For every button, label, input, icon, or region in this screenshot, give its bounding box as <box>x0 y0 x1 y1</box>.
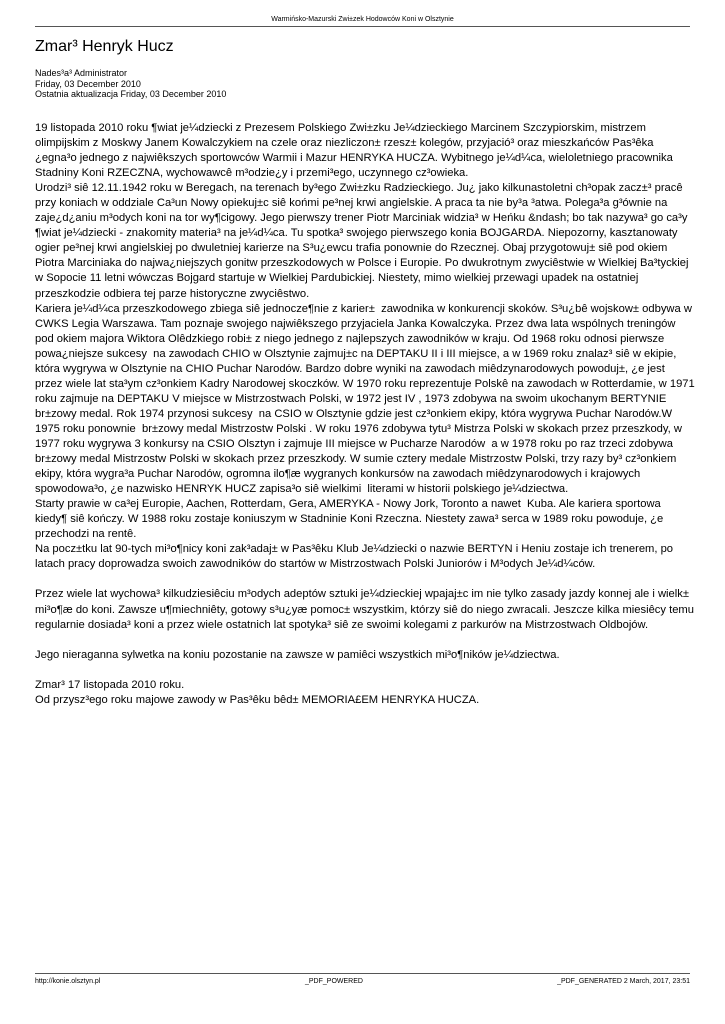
paragraph: 19 listopada 2010 roku ¶wiat je¼dziecki z Prezesem Polskiego Zwi±zku Je¼dzieckiego Marcinem Szczypiorskim, mistrzem olimpijskim z Moskwy Janem Kowalczykiem na czele oraz niezliczon± rzesz± kolegów, przyjació³ oraz mieszkańców Pas³êka ¿egna³o jednego z najwiêkszych sportowców Warmii i Mazur HENRYKA HUCZA. Wybitnego je¼d¼ca, wieloletniego pracownika Stadniny Koni RZECZNA, wychowawcê m³odzie¿y i przemi³ego, uczynnego cz³owieka. <box>35 122 676 180</box>
paragraph: Na pocz±tku lat 90-tych mi³o¶nicy koni zak³adaj± w Pas³êku Klub Je¼dziecki o nazwie BERTYN i Heniu zostaje ich trenerem, po latach pracy doprowadza swoich zawodników do startów w Mistrzostwach Polski Juniorów i M³odych Je¼d¼ców. <box>35 543 677 571</box>
paragraph: Od przysz³ego roku majowe zawody w Pas³êku bêd± MEMORIA£EM HENRYKA HUCZA. <box>35 693 480 706</box>
footer-generated: _PDF_GENERATED 2 March, 2017, 23:51 <box>557 978 690 985</box>
paragraph: Starty prawie w ca³ej Europie, Aachen, Rotterdam, Gera, AMERYKA - Nowy Jork, Toronto a nawet Kuba. Ale kariera sportowa kiedy¶ siê kończy. W 1988 roku zostaje koniuszym w Stadninie Koni Rzeczna. Niestety zawa³ serca w 1989 roku powoduje, ¿e przechodzi na rentê. <box>35 498 667 541</box>
header-divider <box>35 26 690 27</box>
paragraph: Przez wiele lat wychowa³ kilkudziesiêciu m³odych adeptów sztuki je¼dzieckiej wpajaj±c im nie tylko zasady jazdy konnej ale i wielk± mi³o¶æ do koni. Zawsze u¶miechniêty, gotowy s³u¿yæ pomoc± wszystkim, którzy siê do niego zwracali. Jeszcze kilka miesiêcy temu regularnie dosiada³ koni a przez wiele ostatnich lat spotyka³ siê ze swoimi kolegami z parkurów na Mistrzostwach Oldbojów. <box>35 588 698 631</box>
paragraph-spacer <box>35 572 695 587</box>
date-line: Friday, 03 December 2010 <box>35 78 141 89</box>
footer-url: http://konie.olsztyn.pl <box>35 978 101 985</box>
footer-powered: _PDF_POWERED <box>305 978 363 985</box>
author-line: Nades³a³ Administrator <box>35 68 128 78</box>
article-meta <box>35 68 226 100</box>
page-title: Zmar³ Henryk Hucz <box>35 38 174 55</box>
header-organization: Warmińsko-Mazurski Zwi±zek Hodowców Koni w Olsztynie <box>271 16 454 23</box>
paragraph-spacer <box>35 633 695 648</box>
updated-line: Ostatnia aktualizacja Friday, 03 December 2010 <box>35 89 227 99</box>
article-body <box>35 121 698 708</box>
paragraph-spacer <box>35 663 695 678</box>
paragraph: Kariera je¼d¼ca przeszkodowego zbiega siê jednocze¶nie z karier± zawodnika w konkurencji skoków. S³u¿bê wojskow± odbywa w CWKS Legia Warszawa. Tam poznaje swojego najwiêkszego przyjaciela Janka Kowalczyka. Przez dwa lata wspólnych treningów pod okiem majora Wiktora Olêdzkiego robi± z niego jednego z najlepszych zawodników w kraju. Od 1968 roku odnosi pierwsze powa¿niejsze sukcesy na zawodach CHIO w Olsztynie zajmuj±c na DEPTAKU II i III miejsce, a w 1969 roku znalaz³ siê w ekipie, która wygrywa w Olsztynie na CHIO Puchar Narodów. Bardzo dobre wyniki na zawodach miêdzynarodowych powoduj±, ¿e jest przez wiele lat sta³ym cz³onkiem Kadry Narodowej skoczków. W 1970 roku reprezentuje Polskê na zawodach w Rotterdamie, w 1971 roku zajmuje na DEPTAKU V miejsce w Mistrzostwach Polski, w 1972 jest IV , 1973 zdobywa na swoim ukochanym BERTYNIE br±zowy medal. Rok 1974 przynosi sukcesy na CSIO w Olsztynie gdzie jest cz³onkiem ekipy, która wygrywa Puchar Narodów.W 1975 roku ponownie br±zowy medal Mistrzostw Polski . W roku 1976 zdobywa tytu³ Mistrza Polski w skokach przez przeszkody, w 1977 roku wygrywa 3 konkursy na CSIO Olsztyn i zajmuje III miejsce w Pucharze Narodów a w 1978 roku po raz trzeci zdobywa br±zowy medal Mistrzostw Polski w skokach przez przeszkody. W sumie cztery medale Mistrzostw Polski, trzy razy by³ cz³onkiem ekipy, która wygra³a Puchar Narodów, ogromna ilo¶æ wygranych konkursów na zawodach miêdzynarodowych i krajowych spowodowa³o, ¿e nazwisko HENRYK HUCZ zapisa³o siê wielkimi literami w historii polskiego je¼dziectwa. <box>35 302 698 496</box>
paragraph: Jego nieraganna sylwetka na koniu pozostanie na zawsze w pamiêci wszystkich mi³o¶ników je¼dziectwa. <box>35 648 560 661</box>
paragraph: Zmar³ 17 listopada 2010 roku. <box>35 678 185 691</box>
paragraph: Urodzi³ siê 12.11.1942 roku w Beregach, na terenach by³ego Zwi±zku Radzieckiego. Ju¿ jako kilkunastoletni ch³opak zacz±³ pracê przy koniach w oddziale Ca³un Nowy opiekuj±c siê końmi pe³nej krwi angielskie. A praca ta nie by³a ³atwa. Polega³a g³ównie na zaje¿d¿aniu m³odych koni na tor wy¶cigowy. Jego pierwszy trener Piotr Marciniak widzia³ w Heńku &ndash; bo tak nazywa³ go ca³y ¶wiat je¼dziecki - znakomity materia³ na je¼d¼ca. Tu spotka³ swojego pierwszego konia BOJGARDA. Niepozorny, kasztanowaty ogier pe³nej krwi angielskiej po dwuletniej karierze na S³u¿ewcu trafia ponownie do Rzecznej. Obaj przygotowuj± siê pod okiem Piotra Marciniaka do najwa¿niejszych gonitw przeszkodowych w Polsce i Europie. Po dwukrotnym zwyciêstwie w Wielkiej Ba³tyckiej w Sopocie 11 letni wówczas Bojgard startuje w Wielkiej Pardubickiej. Niestety, mimo wielkiej przewagi upadek na ostatniej przeszkodzie odbiera tej parze historyczne zwyciêstwo. <box>35 182 692 300</box>
footer-divider <box>35 973 690 974</box>
